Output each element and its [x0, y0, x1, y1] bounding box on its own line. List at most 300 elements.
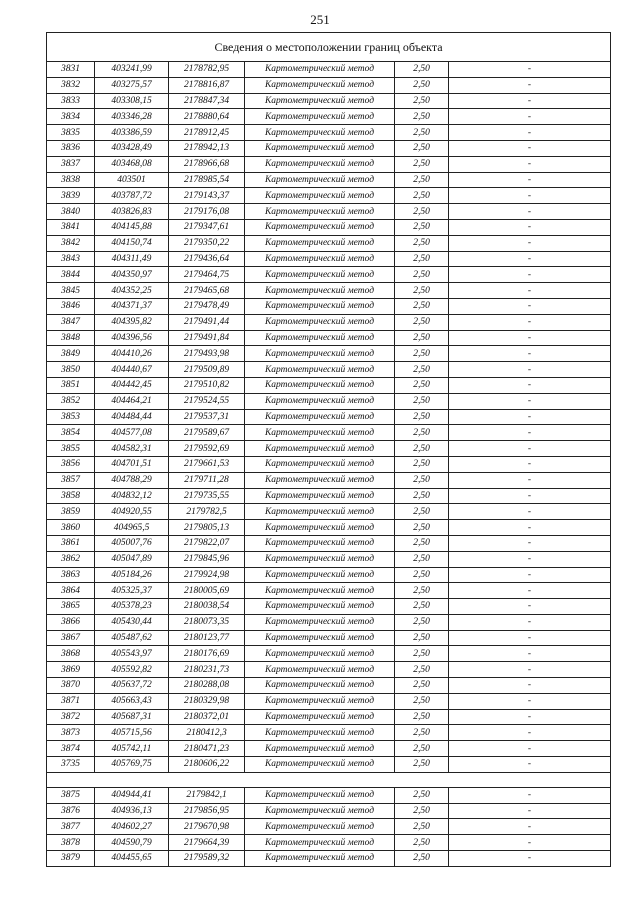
cell-method: Картометрический метод — [245, 330, 395, 346]
cell-point-number: 3868 — [47, 646, 95, 662]
cell-x-coordinate: 405487,62 — [95, 630, 169, 646]
cell-x-coordinate: 405742,11 — [95, 741, 169, 757]
cell-method: Картометрический метод — [245, 156, 395, 172]
cell-description: - — [449, 630, 611, 646]
cell-method: Картометрический метод — [245, 409, 395, 425]
cell-point-number: 3867 — [47, 630, 95, 646]
cell-x-coordinate: 404395,82 — [95, 314, 169, 330]
cell-accuracy: 2,50 — [395, 377, 449, 393]
table-row — [47, 267, 611, 283]
table-row — [47, 298, 611, 314]
cell-y-coordinate: 2179589,67 — [169, 425, 245, 441]
cell-point-number: 3854 — [47, 425, 95, 441]
cell-accuracy: 2,50 — [395, 77, 449, 93]
cell-accuracy: 2,50 — [395, 156, 449, 172]
cell-y-coordinate: 2179661,53 — [169, 456, 245, 472]
table-row — [47, 803, 611, 819]
cell-y-coordinate: 2180073,35 — [169, 614, 245, 630]
cell-x-coordinate: 405378,23 — [95, 599, 169, 615]
cell-x-coordinate: 404396,56 — [95, 330, 169, 346]
cell-x-coordinate: 405543,97 — [95, 646, 169, 662]
cell-x-coordinate: 404577,08 — [95, 425, 169, 441]
table-row — [47, 614, 611, 630]
cell-point-number: 3735 — [47, 757, 95, 773]
cell-y-coordinate: 2179845,96 — [169, 551, 245, 567]
cell-x-coordinate: 404145,88 — [95, 219, 169, 235]
table-row — [47, 409, 611, 425]
table-row — [47, 188, 611, 204]
cell-accuracy: 2,50 — [395, 488, 449, 504]
cell-point-number: 3870 — [47, 678, 95, 694]
table-row — [47, 725, 611, 741]
table-row — [47, 314, 611, 330]
cell-point-number: 3871 — [47, 693, 95, 709]
cell-y-coordinate: 2180372,01 — [169, 709, 245, 725]
cell-description: - — [449, 62, 611, 78]
cell-x-coordinate: 403241,99 — [95, 62, 169, 78]
cell-accuracy: 2,50 — [395, 646, 449, 662]
boundary-coordinates-table — [46, 32, 611, 867]
cell-accuracy: 2,50 — [395, 851, 449, 867]
cell-description: - — [449, 409, 611, 425]
cell-x-coordinate: 404602,27 — [95, 819, 169, 835]
cell-method: Картометрический метод — [245, 787, 395, 803]
cell-y-coordinate: 2179347,61 — [169, 219, 245, 235]
cell-description: - — [449, 125, 611, 141]
table-row — [47, 125, 611, 141]
table-row — [47, 251, 611, 267]
cell-accuracy: 2,50 — [395, 535, 449, 551]
cell-point-number: 3875 — [47, 787, 95, 803]
cell-point-number: 3842 — [47, 235, 95, 251]
cell-accuracy: 2,50 — [395, 235, 449, 251]
table-row — [47, 488, 611, 504]
cell-x-coordinate: 403501 — [95, 172, 169, 188]
table-row — [47, 504, 611, 520]
cell-x-coordinate: 403386,59 — [95, 125, 169, 141]
cell-x-coordinate: 405663,43 — [95, 693, 169, 709]
cell-x-coordinate: 404484,44 — [95, 409, 169, 425]
table-row — [47, 662, 611, 678]
cell-method: Картометрический метод — [245, 535, 395, 551]
cell-description: - — [449, 156, 611, 172]
cell-method: Картометрический метод — [245, 441, 395, 457]
cell-method: Картометрический метод — [245, 567, 395, 583]
cell-y-coordinate: 2179510,82 — [169, 377, 245, 393]
cell-x-coordinate: 404442,45 — [95, 377, 169, 393]
cell-description: - — [449, 377, 611, 393]
cell-accuracy: 2,50 — [395, 599, 449, 615]
cell-accuracy: 2,50 — [395, 441, 449, 457]
table-row — [47, 456, 611, 472]
cell-description: - — [449, 488, 611, 504]
table-row — [47, 709, 611, 725]
cell-x-coordinate: 404352,25 — [95, 283, 169, 299]
cell-y-coordinate: 2179842,1 — [169, 787, 245, 803]
table-title: Сведения о местоположении границ объекта — [47, 33, 611, 62]
cell-description: - — [449, 725, 611, 741]
cell-point-number: 3840 — [47, 204, 95, 220]
cell-x-coordinate: 404590,79 — [95, 835, 169, 851]
cell-method: Картометрический метод — [245, 757, 395, 773]
cell-accuracy: 2,50 — [395, 835, 449, 851]
cell-description: - — [449, 803, 611, 819]
table-row — [47, 219, 611, 235]
cell-x-coordinate: 405687,31 — [95, 709, 169, 725]
table-row — [47, 472, 611, 488]
cell-accuracy: 2,50 — [395, 819, 449, 835]
cell-x-coordinate: 405769,75 — [95, 757, 169, 773]
cell-description: - — [449, 330, 611, 346]
cell-y-coordinate: 2180412,3 — [169, 725, 245, 741]
table-row — [47, 346, 611, 362]
table-row — [47, 109, 611, 125]
cell-method: Картометрический метод — [245, 456, 395, 472]
cell-description: - — [449, 109, 611, 125]
table-row — [47, 757, 611, 773]
table-row — [47, 140, 611, 156]
cell-point-number: 3873 — [47, 725, 95, 741]
cell-y-coordinate: 2178966,68 — [169, 156, 245, 172]
cell-y-coordinate: 2179143,37 — [169, 188, 245, 204]
table-row — [47, 330, 611, 346]
table-row — [47, 235, 611, 251]
cell-description: - — [449, 851, 611, 867]
cell-accuracy: 2,50 — [395, 172, 449, 188]
cell-description: - — [449, 709, 611, 725]
cell-description: - — [449, 504, 611, 520]
cell-description: - — [449, 298, 611, 314]
table-row — [47, 567, 611, 583]
cell-point-number: 3851 — [47, 377, 95, 393]
table-row — [47, 204, 611, 220]
cell-accuracy: 2,50 — [395, 614, 449, 630]
cell-description: - — [449, 662, 611, 678]
cell-accuracy: 2,50 — [395, 741, 449, 757]
cell-point-number: 3864 — [47, 583, 95, 599]
cell-y-coordinate: 2180231,73 — [169, 662, 245, 678]
cell-description: - — [449, 267, 611, 283]
cell-x-coordinate: 403468,08 — [95, 156, 169, 172]
cell-method: Картометрический метод — [245, 835, 395, 851]
cell-description: - — [449, 520, 611, 536]
cell-method: Картометрический метод — [245, 425, 395, 441]
cell-y-coordinate: 2178782,95 — [169, 62, 245, 78]
cell-y-coordinate: 2180606,22 — [169, 757, 245, 773]
cell-accuracy: 2,50 — [395, 520, 449, 536]
cell-x-coordinate: 404832,12 — [95, 488, 169, 504]
cell-x-coordinate: 404410,26 — [95, 346, 169, 362]
cell-y-coordinate: 2179589,32 — [169, 851, 245, 867]
cell-y-coordinate: 2179509,89 — [169, 362, 245, 378]
cell-description: - — [449, 757, 611, 773]
cell-x-coordinate: 404701,51 — [95, 456, 169, 472]
cell-x-coordinate: 405592,82 — [95, 662, 169, 678]
cell-y-coordinate: 2179537,31 — [169, 409, 245, 425]
table-title-row — [47, 33, 611, 62]
cell-accuracy: 2,50 — [395, 630, 449, 646]
cell-method: Картометрический метод — [245, 725, 395, 741]
table-row — [47, 646, 611, 662]
cell-x-coordinate: 403428,49 — [95, 140, 169, 156]
table-row — [47, 172, 611, 188]
table-row — [47, 441, 611, 457]
cell-accuracy: 2,50 — [395, 709, 449, 725]
cell-point-number: 3863 — [47, 567, 95, 583]
cell-method: Картометрический метод — [245, 77, 395, 93]
cell-method: Картометрический метод — [245, 520, 395, 536]
cell-point-number: 3850 — [47, 362, 95, 378]
cell-x-coordinate: 404936,13 — [95, 803, 169, 819]
cell-x-coordinate: 405430,44 — [95, 614, 169, 630]
page-number: 251 — [310, 12, 330, 27]
cell-y-coordinate: 2179924,98 — [169, 567, 245, 583]
cell-point-number: 3862 — [47, 551, 95, 567]
cell-method: Картометрический метод — [245, 251, 395, 267]
cell-x-coordinate: 404311,49 — [95, 251, 169, 267]
cell-method: Картометрический метод — [245, 362, 395, 378]
cell-point-number: 3835 — [47, 125, 95, 141]
cell-method: Картометрический метод — [245, 283, 395, 299]
cell-y-coordinate: 2179436,64 — [169, 251, 245, 267]
cell-description: - — [449, 77, 611, 93]
cell-y-coordinate: 2179491,84 — [169, 330, 245, 346]
cell-description: - — [449, 346, 611, 362]
table-row — [47, 551, 611, 567]
cell-description: - — [449, 583, 611, 599]
cell-description: - — [449, 456, 611, 472]
table-row — [47, 583, 611, 599]
cell-point-number: 3832 — [47, 77, 95, 93]
table-row — [47, 62, 611, 78]
cell-description: - — [449, 787, 611, 803]
cell-point-number: 3853 — [47, 409, 95, 425]
cell-x-coordinate: 403346,28 — [95, 109, 169, 125]
cell-x-coordinate: 404944,41 — [95, 787, 169, 803]
cell-description: - — [449, 835, 611, 851]
cell-point-number: 3876 — [47, 803, 95, 819]
cell-method: Картометрический метод — [245, 488, 395, 504]
cell-description: - — [449, 535, 611, 551]
cell-method: Картометрический метод — [245, 551, 395, 567]
table-row — [47, 851, 611, 867]
cell-method: Картометрический метод — [245, 204, 395, 220]
cell-point-number: 3843 — [47, 251, 95, 267]
cell-accuracy: 2,50 — [395, 504, 449, 520]
cell-point-number: 3859 — [47, 504, 95, 520]
cell-y-coordinate: 2180176,69 — [169, 646, 245, 662]
cell-accuracy: 2,50 — [395, 314, 449, 330]
cell-y-coordinate: 2179493,98 — [169, 346, 245, 362]
cell-x-coordinate: 405184,26 — [95, 567, 169, 583]
cell-point-number: 3874 — [47, 741, 95, 757]
cell-x-coordinate: 404920,55 — [95, 504, 169, 520]
cell-point-number: 3865 — [47, 599, 95, 615]
cell-y-coordinate: 2179711,28 — [169, 472, 245, 488]
cell-x-coordinate: 405047,89 — [95, 551, 169, 567]
table-row — [47, 377, 611, 393]
cell-method: Картометрический метод — [245, 678, 395, 694]
cell-point-number: 3869 — [47, 662, 95, 678]
cell-x-coordinate: 403826,83 — [95, 204, 169, 220]
cell-y-coordinate: 2179670,98 — [169, 819, 245, 835]
cell-method: Картометрический метод — [245, 219, 395, 235]
cell-y-coordinate: 2179491,44 — [169, 314, 245, 330]
cell-description: - — [449, 551, 611, 567]
cell-point-number: 3834 — [47, 109, 95, 125]
cell-method: Картометрический метод — [245, 298, 395, 314]
cell-description: - — [449, 567, 611, 583]
cell-accuracy: 2,50 — [395, 283, 449, 299]
cell-accuracy: 2,50 — [395, 346, 449, 362]
cell-y-coordinate: 2178880,64 — [169, 109, 245, 125]
cell-y-coordinate: 2178816,87 — [169, 77, 245, 93]
separator-row — [47, 772, 611, 787]
cell-accuracy: 2,50 — [395, 567, 449, 583]
cell-x-coordinate: 404464,21 — [95, 393, 169, 409]
cell-description: - — [449, 393, 611, 409]
cell-description: - — [449, 251, 611, 267]
cell-y-coordinate: 2179465,68 — [169, 283, 245, 299]
cell-method: Картометрический метод — [245, 472, 395, 488]
cell-method: Картометрический метод — [245, 599, 395, 615]
cell-y-coordinate: 2178912,45 — [169, 125, 245, 141]
cell-accuracy: 2,50 — [395, 472, 449, 488]
cell-point-number: 3839 — [47, 188, 95, 204]
table-row — [47, 835, 611, 851]
cell-y-coordinate: 2178942,13 — [169, 140, 245, 156]
table-row — [47, 362, 611, 378]
cell-point-number: 3831 — [47, 62, 95, 78]
cell-accuracy: 2,50 — [395, 109, 449, 125]
table-row — [47, 156, 611, 172]
cell-method: Картометрический метод — [245, 125, 395, 141]
cell-point-number: 3872 — [47, 709, 95, 725]
boundary-table-frame — [46, 32, 610, 867]
cell-accuracy: 2,50 — [395, 583, 449, 599]
cell-accuracy: 2,50 — [395, 393, 449, 409]
cell-method: Картометрический метод — [245, 109, 395, 125]
cell-method: Картометрический метод — [245, 267, 395, 283]
cell-method: Картометрический метод — [245, 172, 395, 188]
cell-description: - — [449, 472, 611, 488]
cell-accuracy: 2,50 — [395, 298, 449, 314]
cell-x-coordinate: 404150,74 — [95, 235, 169, 251]
cell-y-coordinate: 2179735,55 — [169, 488, 245, 504]
table-row — [47, 535, 611, 551]
cell-method: Картометрический метод — [245, 741, 395, 757]
table-row — [47, 77, 611, 93]
cell-y-coordinate: 2179524,55 — [169, 393, 245, 409]
cell-y-coordinate: 2179822,07 — [169, 535, 245, 551]
cell-description: - — [449, 599, 611, 615]
cell-description: - — [449, 362, 611, 378]
cell-point-number: 3844 — [47, 267, 95, 283]
cell-accuracy: 2,50 — [395, 787, 449, 803]
cell-y-coordinate: 2178985,54 — [169, 172, 245, 188]
cell-point-number: 3879 — [47, 851, 95, 867]
cell-accuracy: 2,50 — [395, 662, 449, 678]
cell-y-coordinate: 2179350,22 — [169, 235, 245, 251]
cell-accuracy: 2,50 — [395, 125, 449, 141]
cell-description: - — [449, 819, 611, 835]
cell-accuracy: 2,50 — [395, 425, 449, 441]
cell-y-coordinate: 2179478,49 — [169, 298, 245, 314]
cell-accuracy: 2,50 — [395, 757, 449, 773]
cell-x-coordinate: 405715,56 — [95, 725, 169, 741]
cell-point-number: 3866 — [47, 614, 95, 630]
cell-method: Картометрический метод — [245, 662, 395, 678]
cell-accuracy: 2,50 — [395, 188, 449, 204]
cell-accuracy: 2,50 — [395, 267, 449, 283]
cell-method: Картометрический метод — [245, 709, 395, 725]
cell-method: Картометрический метод — [245, 504, 395, 520]
cell-accuracy: 2,50 — [395, 330, 449, 346]
cell-x-coordinate: 405637,72 — [95, 678, 169, 694]
cell-x-coordinate: 404371,37 — [95, 298, 169, 314]
cell-description: - — [449, 188, 611, 204]
cell-x-coordinate: 404350,97 — [95, 267, 169, 283]
cell-x-coordinate: 404582,31 — [95, 441, 169, 457]
cell-y-coordinate: 2180471,23 — [169, 741, 245, 757]
table-row — [47, 599, 611, 615]
cell-method: Картометрический метод — [245, 646, 395, 662]
cell-point-number: 3852 — [47, 393, 95, 409]
table-row — [47, 741, 611, 757]
cell-accuracy: 2,50 — [395, 219, 449, 235]
cell-accuracy: 2,50 — [395, 251, 449, 267]
cell-x-coordinate: 405007,76 — [95, 535, 169, 551]
cell-point-number: 3833 — [47, 93, 95, 109]
cell-description: - — [449, 646, 611, 662]
cell-x-coordinate: 403787,72 — [95, 188, 169, 204]
cell-description: - — [449, 614, 611, 630]
cell-description: - — [449, 425, 611, 441]
cell-accuracy: 2,50 — [395, 62, 449, 78]
cell-y-coordinate: 2179176,08 — [169, 204, 245, 220]
cell-method: Картометрический метод — [245, 583, 395, 599]
cell-method: Картометрический метод — [245, 630, 395, 646]
cell-point-number: 3855 — [47, 441, 95, 457]
table-row — [47, 393, 611, 409]
cell-method: Картометрический метод — [245, 803, 395, 819]
cell-point-number: 3845 — [47, 283, 95, 299]
cell-point-number: 3846 — [47, 298, 95, 314]
cell-method: Картометрический метод — [245, 693, 395, 709]
cell-point-number: 3858 — [47, 488, 95, 504]
cell-description: - — [449, 140, 611, 156]
cell-method: Картометрический метод — [245, 346, 395, 362]
table-row — [47, 678, 611, 694]
cell-point-number: 3856 — [47, 456, 95, 472]
cell-method: Картометрический метод — [245, 188, 395, 204]
cell-point-number: 3836 — [47, 140, 95, 156]
cell-method: Картометрический метод — [245, 235, 395, 251]
cell-accuracy: 2,50 — [395, 693, 449, 709]
cell-description: - — [449, 93, 611, 109]
cell-method: Картометрический метод — [245, 314, 395, 330]
cell-accuracy: 2,50 — [395, 204, 449, 220]
cell-y-coordinate: 2178847,34 — [169, 93, 245, 109]
cell-accuracy: 2,50 — [395, 362, 449, 378]
table-row — [47, 787, 611, 803]
cell-y-coordinate: 2180329,98 — [169, 693, 245, 709]
table-row — [47, 93, 611, 109]
cell-method: Картометрический метод — [245, 851, 395, 867]
cell-method: Картометрический метод — [245, 62, 395, 78]
cell-point-number: 3877 — [47, 819, 95, 835]
cell-accuracy: 2,50 — [395, 551, 449, 567]
